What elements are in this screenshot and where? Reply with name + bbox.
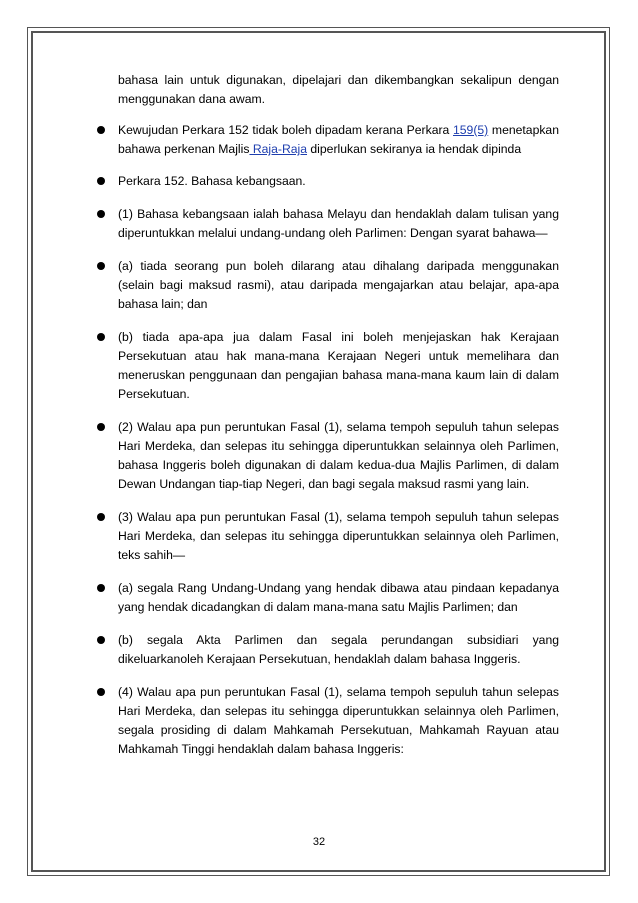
list-item-text: menetapkan bahawa perkenan Majlis xyxy=(118,123,559,156)
list-item-text: diperlukan sekiranya ia hendak dipinda xyxy=(307,142,522,156)
article-link-159-5[interactable]: 159(5) xyxy=(453,123,489,137)
list-item-text: Kewujudan Perkara 152 tidak boleh dipadam kerana Perkara xyxy=(118,123,453,137)
bullet-icon xyxy=(97,423,105,431)
list-item xyxy=(118,121,559,159)
list-item xyxy=(118,631,559,669)
list-item-text: (a) segala Rang Undang-Undang yang hendak dibawa atau pindaan kepadanya yang hendak dicadangkan di dalam mana-mana satu Majlis Parlimen; dan xyxy=(118,581,559,614)
bullet-icon xyxy=(97,513,105,521)
raja-raja-link[interactable]: Raja-Raja xyxy=(249,142,308,156)
bullet-icon xyxy=(97,636,105,644)
bullet-icon xyxy=(97,262,105,270)
document-body xyxy=(118,71,559,759)
bullet-icon xyxy=(97,177,105,185)
list-item-text: (b) segala Akta Parlimen dan segala perundangan subsidiari yang dikeluarkanoleh Kerajaan Persekutuan, hendaklah dalam bahasa Inggeris. xyxy=(118,633,559,666)
list-item xyxy=(118,205,559,243)
list-item xyxy=(118,172,559,191)
list-item-text: (a) tiada seorang pun boleh dilarang atau dihalang daripada menggunakan (selain bagi maksud rasmi), atau daripada mengajarkan atau belajar, apa-apa bahasa lain; dan xyxy=(118,259,559,311)
list-item xyxy=(118,328,559,404)
list-item-text: Perkara 152. Bahasa kebangsaan. xyxy=(118,174,306,188)
list-item xyxy=(118,257,559,314)
list-item xyxy=(118,579,559,617)
page-number: 32 xyxy=(312,836,326,848)
list-item-text: (3) Walau apa pun peruntukan Fasal (1), selama tempoh sepuluh tahun selepas Hari Merdeka, dan selepas itu sehingga diperuntukkan selainnya oleh Parlimen, teks sahih— xyxy=(118,510,559,562)
list-item xyxy=(118,418,559,494)
list-item-text: (4) Walau apa pun peruntukan Fasal (1), selama tempoh sepuluh tahun selepas Hari Merdeka, dan selepas itu sehingga diperuntukkan selainnya oleh Parlimen, segala prosiding di dalam Mahkamah Persekutuan, Mahkamah Rayuan atau Mahkamah Tinggi hendaklah dalam bahasa Inggeris: xyxy=(118,685,559,756)
list-item xyxy=(118,508,559,565)
bullet-icon xyxy=(97,126,105,134)
list-item-text: (2) Walau apa pun peruntukan Fasal (1), selama tempoh sepuluh tahun selepas Hari Merdeka, dan selepas itu sehingga diperuntukkan selainnya oleh Parlimen, bahasa Inggeris boleh digunakan di dalam kedua-dua Majlis Parlimen, di dalam Dewan Undangan tiap-tiap Negeri, dan bagi segala maksud rasmi yang lain. xyxy=(118,420,559,491)
list-item xyxy=(118,683,559,759)
intro-paragraph: bahasa lain untuk digunakan, dipelajari dan dikembangkan sekalipun dengan menggunakan dana awam. xyxy=(118,73,559,106)
bullet-icon xyxy=(97,210,105,218)
list-item-text: (1) Bahasa kebangsaan ialah bahasa Melayu dan hendaklah dalam tulisan yang diperuntukkan melalui undang-undang oleh Parlimen: Dengan syarat bahawa— xyxy=(118,207,559,240)
bullet-icon xyxy=(97,333,105,341)
bullet-icon xyxy=(97,584,105,592)
bullet-icon xyxy=(97,688,105,696)
list-item-text: (b) tiada apa-apa jua dalam Fasal ini boleh menjejaskan hak Kerajaan Persekutuan atau hak mana-mana Kerajaan Negeri untuk memelihara dan meneruskan penggunaan dan pengajian bahasa mana-mana kaum lain di dalam Persekutuan. xyxy=(118,330,559,401)
